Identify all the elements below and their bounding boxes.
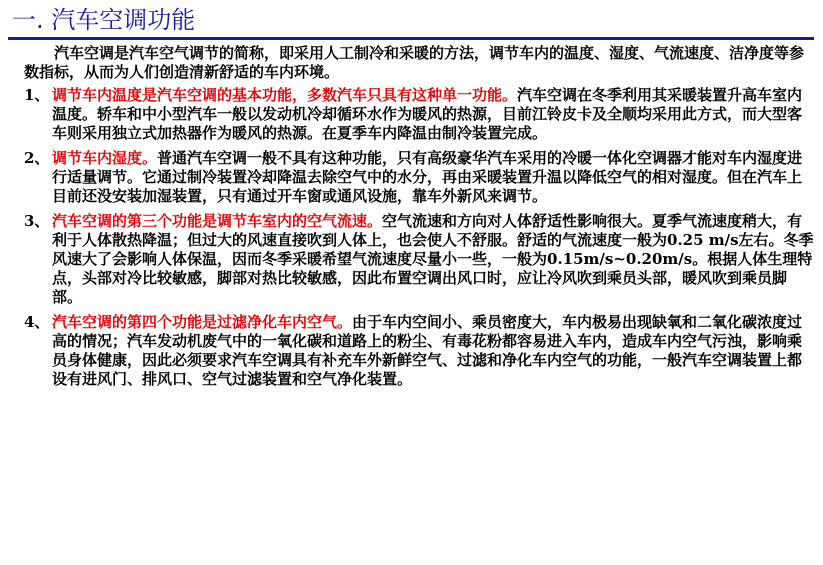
title-area [8, 6, 816, 40]
list-item-3 [24, 212, 814, 307]
item-highlight: 汽车空调的第四个功能是过滤净化车内空气。 [52, 313, 353, 331]
item-body [52, 313, 814, 389]
list-item-2 [24, 149, 814, 206]
list-item-4 [24, 313, 814, 389]
page-title: 一. 汽车空调功能 [12, 6, 196, 34]
item-number: 1、 [24, 86, 50, 104]
intro-paragraph: 汽车空调是汽车空气调节的简称，即采用人工制冷和采暖的方法，调节车内的温度、湿度、气流速度、洁净度等参数指标，从而为人们创造清新舒适的车内环境。 [24, 44, 805, 81]
item-text: 由于车内空间小、乘员密度大，车内极易出现缺氧和二氧化碳浓度过高的情况；汽车发动机废气中的一氧化碳和道路上的粉尘、有毒花粉都容易进入车内，造成车内空气污浊，影响乘员身体健康，因此必须要求汽车空调具有补充车外新鲜空气、过滤和净化车内空气的功能，一般汽车空调装置上都设有进风门、排风口、空气过滤装置和空气净化装置。 [52, 313, 803, 388]
item-text: 普通汽车空调一般不具有这种功能，只有高级豪华汽车采用的冷暖一体化空调器才能对车内湿度进行适量调节。它通过制冷装置冷却降温去除空气中的水分，再由采暖装置升温以降低空气的相对湿度。但在汽车上目前还没安装加湿装置，只有通过开车窗或通风设施，靠车外新风来调节。 [52, 149, 803, 205]
item-highlight: 汽车空调的第三个功能是调节车室内的空气流速。 [52, 212, 383, 230]
item-text: 汽车空调在冬季利用其采暖装置升高车室内温度。轿车和中小型汽车一般以发动机冷却循环水作为暖风的热源，目前江铃皮卡及全顺均采用此方式，而大型客车则采用独立式加热器作为暖风的热源。在夏季车内降温由制冷装置完成。 [52, 86, 803, 142]
content-body [24, 44, 814, 395]
title-underline [8, 37, 814, 40]
item-body [52, 149, 814, 206]
item-body [52, 212, 814, 307]
item-number: 2、 [24, 149, 50, 167]
item-body [52, 86, 814, 143]
item-number: 4、 [24, 313, 50, 331]
item-highlight: 调节车内温度是汽车空调的基本功能，多数汽车只具有这种单一功能。 [52, 86, 518, 104]
item-number: 3、 [24, 212, 50, 230]
item-text: 空气流速和方向对人体舒适性影响很大。夏季气流速度稍大，有利于人体散热降温；但过大的风速直接吹到人体上，也会使人不舒服。舒适的气流速度一般为0.25 m/s左右。冬季风速大了会影响人体保温，因而冬季采暖希望气流速度尽量小一些，一般为0.15m/s~0.20m/s。根据人体生理特点，头部对冷比较敏感，脚部对热比较敏感，因此布置空调出风口时，应让冷风吹到乘员头部，暖风吹到乘员脚部。 [52, 212, 814, 306]
item-highlight: 调节车内湿度。 [52, 149, 158, 167]
list-item-1 [24, 86, 814, 143]
